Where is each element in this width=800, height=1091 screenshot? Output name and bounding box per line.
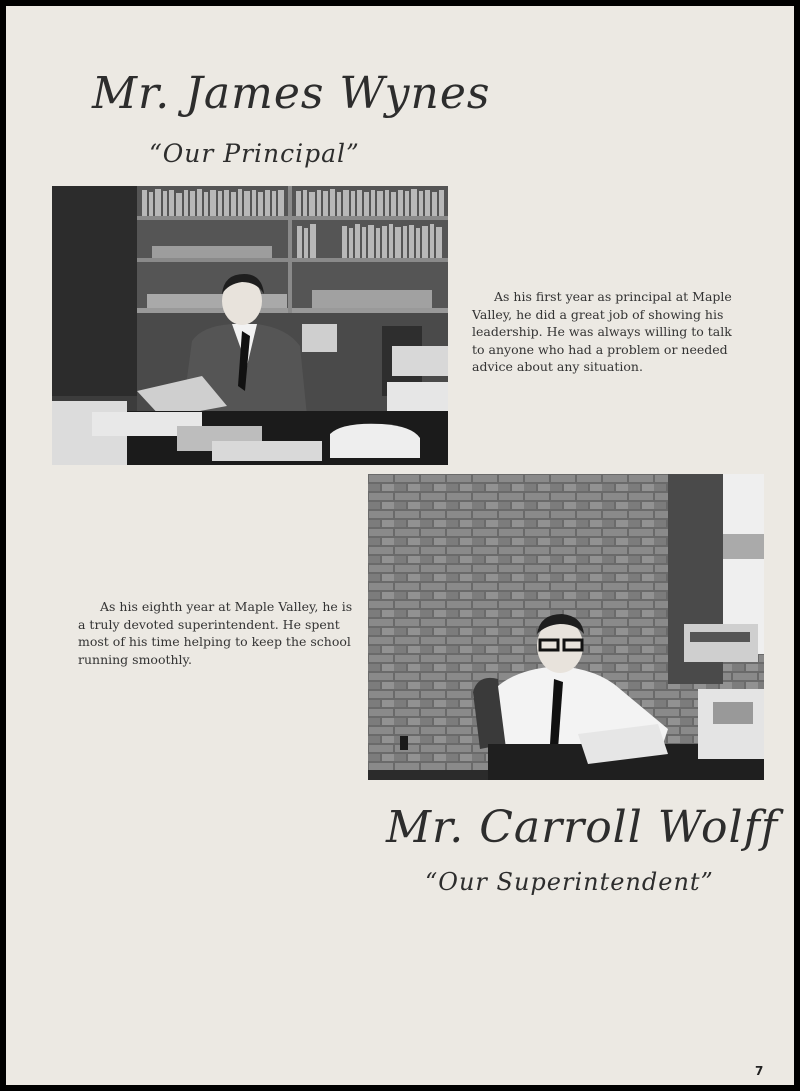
page-number: 7 bbox=[755, 1064, 764, 1078]
superintendent-subtitle: “Our Superintendent” bbox=[425, 868, 714, 896]
superintendent-photo bbox=[368, 474, 764, 780]
principal-description: As his first year as principal at Maple Valley, he did a great job of showing his leadership. He was always willing to talk to anyone who had a problem or needed advice about any situation. bbox=[472, 289, 732, 374]
principal-photo bbox=[52, 186, 448, 465]
yearbook-page bbox=[6, 6, 794, 1085]
principal-subtitle: “Our Principal” bbox=[149, 139, 360, 168]
superintendent-description: As his eighth year at Maple Valley, he is a truly devoted superintendent. He spent most of his time helping to keep the school running smoothly. bbox=[78, 599, 353, 667]
principal-name-heading: Mr. James Wynes bbox=[92, 68, 491, 119]
superintendent-name-heading: Mr. Carroll Wolff bbox=[386, 802, 779, 853]
